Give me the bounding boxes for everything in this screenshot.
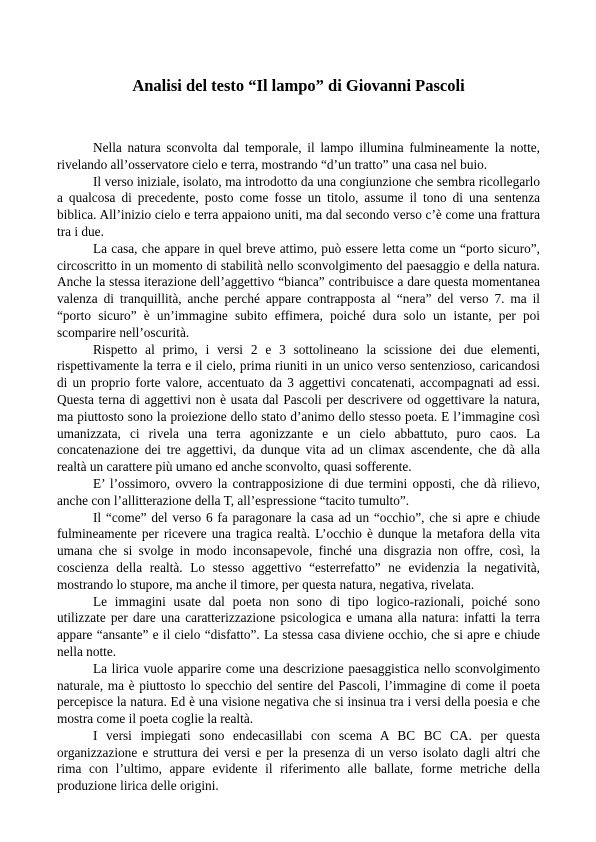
- paragraph-6: Il “come” del verso 6 fa paragonare la casa ad un “occhio”, che si apre e chiude fulmineamente per ricevere una tragica realtà. L’occhio è dunque la metafora della vita umana che si svolge in modo inconsapevole, finché una disgrazia non offre, così, la coscienza della realtà. Lo stesso aggettivo “esterrefatto” ne evidenzia la negatività, mostrando lo stupore, ma anche il timore, per questa natura, negativa, rivelata.: [57, 509, 540, 592]
- paragraph-5: E’ l’ossimoro, ovvero la contrapposizione di due termini opposti, che dà rilievo, anche con l’allitterazione della T, all’espressione “tacito tumulto”.: [57, 475, 540, 508]
- paragraph-9: I versi impiegati sono endecasillabi con scema A BC BC CA. per questa organizzazione e struttura dei versi e per la presenza di un verso isolato dagli altri che rima con l’ultimo, appare evidente il riferimento alle ballate, forme metriche della produzione lirica delle origini.: [57, 727, 540, 794]
- paragraph-8: La lirica vuole apparire come una descrizione paesaggistica nello sconvolgimento naturale, ma è piuttosto lo specchio del sentire del Pascoli, l’immagine di come il poeta percepisce la natura. Ed è una visione negativa che si insinua tra i versi della poesia e che mostra come il poeta coglie la realtà.: [57, 660, 540, 727]
- paragraph-1: Nella natura sconvolta dal temporale, il lampo illumina fulmineamente la notte, rivelando all’osservatore cielo e terra, mostrando “d’un tratto” una casa nel buio.: [57, 140, 540, 172]
- document-title: Analisi del testo “Il lampo” di Giovanni Pascoli: [132, 76, 465, 95]
- paragraph-7: Le immagini usate dal poeta non sono di tipo logico-razionali, poiché sono utilizzate per dare una caratterizzazione psicologica e umana alla natura: infatti la terra appare “ansante” e il cielo “disfatto”. La stessa casa diviene occhio, che si apre e chiude nella notte.: [57, 593, 540, 659]
- document-body: [57, 140, 540, 795]
- paragraph-3: La casa, che appare in quel breve attimo, può essere letta come un “porto sicuro”, circoscritto in un momento di stabilità nello sconvolgimento del paesaggio e della natura. Anche la stessa iterazione dell’aggettivo “bianca” contribuisce a dare questa momentanea valenza di tranquillità, anche perché appare contrapposta al “nera” del verso 7. ma il “porto sicuro” è un’immagine subito effimera, poiché dura solo un istante, per poi scomparire nell’oscurità.: [57, 240, 540, 340]
- paragraph-2: Il verso iniziale, isolato, ma introdotto da una congiunzione che sembra ricollegarlo a qualcosa di precedente, posto come fosse un titolo, assume il tono di una sentenza biblica. All’inizio cielo e terra appaiono uniti, ma dal secondo verso c’è come una frattura tra i due.: [57, 173, 540, 239]
- paragraph-4: Rispetto al primo, i versi 2 e 3 sottolineano la scissione dei due elementi, rispettivamente la terra e il cielo, prima riuniti in un unico verso sentenzioso, caricandosi di un proprio forte valore, accentuato da 3 aggettivi concatenati, accompagnati ad essi. Questa terna di aggettivi non è usata dal Pascoli per descrivere od oggettivare la natura, ma piuttosto sono la proiezione dello stato d’animo dello stesso poeta. E l’immagine così umanizzata, ci rivela una terra agonizzante e un cielo abbattuto, puro caos. La concatenazione dei tre aggettivi, da dunque vita ad un climax ascendente, che dà alla realtà un carattere più umano ed anche sconvolto, quasi sofferente.: [57, 341, 540, 475]
